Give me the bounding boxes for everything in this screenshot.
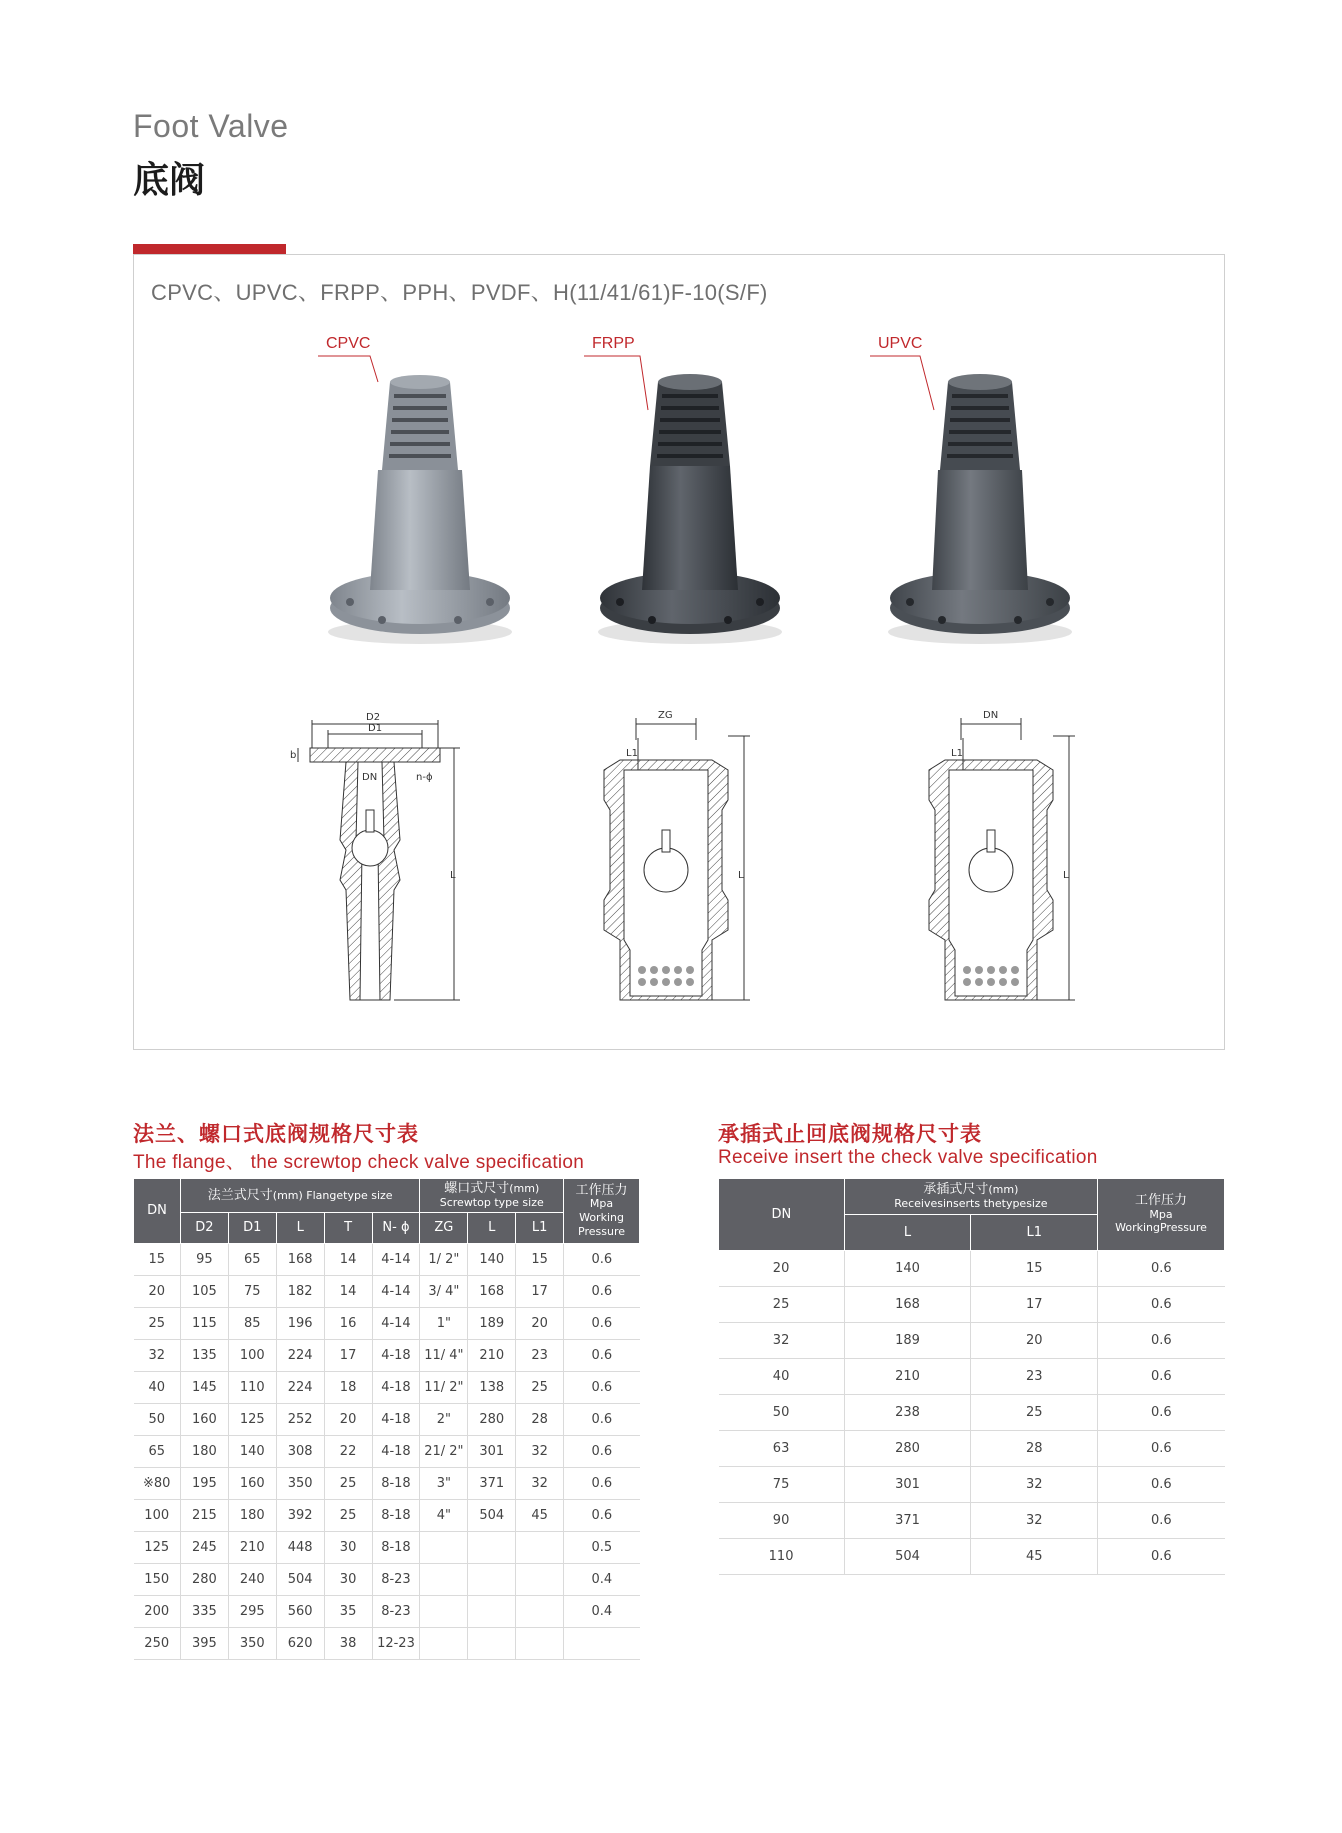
table-cell: 18 [324, 1372, 372, 1404]
table-cell: 0.6 [1098, 1251, 1225, 1287]
table-cell: 25 [971, 1395, 1098, 1431]
table-cell: 308 [276, 1436, 324, 1468]
product-label-cpvc: CPVC [326, 335, 371, 352]
table-cell: 12-23 [372, 1628, 420, 1660]
table-cell: 448 [276, 1532, 324, 1564]
table-row [719, 1323, 1225, 1359]
dim-n-phi: n-ϕ [416, 772, 433, 783]
table-cell: 0.6 [564, 1308, 640, 1340]
table-cell: 115 [180, 1308, 228, 1340]
table-cell: 350 [276, 1468, 324, 1500]
dim-l: L [450, 870, 456, 881]
table-cell: 0.6 [1098, 1395, 1225, 1431]
table-cell: 20 [134, 1276, 181, 1308]
table-cell: 560 [276, 1596, 324, 1628]
table-cell: 210 [468, 1340, 516, 1372]
table-cell: 180 [180, 1436, 228, 1468]
table-cell [420, 1596, 468, 1628]
table-cell: 280 [468, 1404, 516, 1436]
table-cell: 25 [324, 1500, 372, 1532]
table-cell: 245 [180, 1532, 228, 1564]
table-cell: 16 [324, 1308, 372, 1340]
dim-d2: D2 [366, 712, 381, 723]
table-cell: 11/ 4" [420, 1340, 468, 1372]
table-row [719, 1503, 1225, 1539]
table-cell: 30 [324, 1564, 372, 1596]
table-cell: 168 [844, 1287, 971, 1323]
table-cell: 8-18 [372, 1468, 420, 1500]
table-cell: 125 [228, 1404, 276, 1436]
dim-l: L [738, 870, 744, 881]
product-image-upvc [880, 370, 1080, 650]
table-cell: 50 [134, 1404, 181, 1436]
table-cell: 0.4 [564, 1596, 640, 1628]
table-flange-screw [133, 1178, 640, 1660]
table-cell: 301 [468, 1436, 516, 1468]
table-cell: 8-18 [372, 1500, 420, 1532]
table-cell: 32 [516, 1468, 564, 1500]
header-n-phi: N- ϕ [372, 1213, 420, 1244]
table-cell: 4-18 [372, 1372, 420, 1404]
product-label-frpp: FRPP [592, 335, 635, 352]
table-cell: 1/ 2" [420, 1244, 468, 1276]
table-cell: 238 [844, 1395, 971, 1431]
header-screw: 螺口式尺寸(mm) Screwtop type size [420, 1179, 564, 1213]
table-cell: 350 [228, 1628, 276, 1660]
table-cell: 0.6 [564, 1404, 640, 1436]
table-cell: 4" [420, 1500, 468, 1532]
table-cell: ※80 [134, 1468, 181, 1500]
table-cell: 32 [971, 1467, 1098, 1503]
table-cell: 8-23 [372, 1596, 420, 1628]
table-cell: 4-18 [372, 1436, 420, 1468]
table-cell: 0.6 [1098, 1359, 1225, 1395]
dim-l1: L1 [951, 748, 963, 759]
table-cell: 140 [844, 1251, 971, 1287]
header-flange: 法兰式尺寸(mm) Flangetype size [180, 1179, 419, 1213]
table-cell [516, 1628, 564, 1660]
table-cell: 224 [276, 1340, 324, 1372]
table-cell: 28 [971, 1431, 1098, 1467]
table-cell: 32 [719, 1323, 845, 1359]
table-cell: 371 [468, 1468, 516, 1500]
table-cell: 0.6 [1098, 1431, 1225, 1467]
table-cell: 3/ 4" [420, 1276, 468, 1308]
table-cell: 200 [134, 1596, 181, 1628]
header-pressure: 工作压力 Mpa WorkingPressure [1098, 1179, 1225, 1251]
table-cell: 180 [228, 1500, 276, 1532]
header-l1: L1 [971, 1215, 1098, 1251]
table-cell: 8-23 [372, 1564, 420, 1596]
drawing-socket [915, 700, 1095, 1020]
table-cell: 196 [276, 1308, 324, 1340]
table-cell: 23 [516, 1340, 564, 1372]
table-cell: 0.6 [564, 1244, 640, 1276]
table-row [719, 1287, 1225, 1323]
table-cell [468, 1564, 516, 1596]
table-cell: 22 [324, 1436, 372, 1468]
dim-l: L [1063, 870, 1069, 881]
table-cell [516, 1564, 564, 1596]
dim-l1: L1 [626, 748, 638, 759]
table-cell: 295 [228, 1596, 276, 1628]
table-cell: 21/ 2" [420, 1436, 468, 1468]
dim-dn: DN [362, 772, 378, 783]
table-cell: 250 [134, 1628, 181, 1660]
page-title-en: Foot Valve [133, 108, 289, 144]
table-cell: 4-14 [372, 1276, 420, 1308]
page-title-cn: 底阀 [133, 160, 206, 201]
table-cell: 35 [324, 1596, 372, 1628]
dim-dn: DN [983, 710, 999, 721]
dim-d1: D1 [368, 723, 383, 734]
table-cell: 20 [719, 1251, 845, 1287]
table-cell: 224 [276, 1372, 324, 1404]
table-cell: 189 [468, 1308, 516, 1340]
table-cell: 105 [180, 1276, 228, 1308]
table-row [719, 1359, 1225, 1395]
table-cell: 335 [180, 1596, 228, 1628]
table-row [134, 1244, 640, 1276]
product-image-cpvc [320, 370, 520, 650]
product-label-upvc: UPVC [878, 335, 923, 352]
table-cell: 110 [228, 1372, 276, 1404]
table-cell [420, 1628, 468, 1660]
table-row [719, 1431, 1225, 1467]
table-cell: 11/ 2" [420, 1372, 468, 1404]
table-cell: 0.6 [564, 1276, 640, 1308]
header-zg: ZG [420, 1213, 468, 1244]
table-cell: 100 [228, 1340, 276, 1372]
table-cell: 32 [134, 1340, 181, 1372]
table-cell: 25 [516, 1372, 564, 1404]
header-dn: DN [134, 1179, 181, 1244]
table-cell: 110 [719, 1539, 845, 1575]
table-cell: 14 [324, 1244, 372, 1276]
table-row [134, 1564, 640, 1596]
table-cell: 65 [134, 1436, 181, 1468]
table-cell: 140 [468, 1244, 516, 1276]
product-image-frpp [590, 370, 790, 650]
table-cell: 160 [228, 1468, 276, 1500]
table-cell: 63 [719, 1431, 845, 1467]
table-cell: 0.5 [564, 1532, 640, 1564]
table1-title-en: The flange、 the screwtop check valve specification [133, 1152, 585, 1173]
table-cell: 301 [844, 1467, 971, 1503]
table-cell: 210 [228, 1532, 276, 1564]
table-cell: 620 [276, 1628, 324, 1660]
table2-title-cn: 承插式止回底阀规格尺寸表 [718, 1122, 982, 1146]
table-cell: 17 [971, 1287, 1098, 1323]
table-socket [718, 1178, 1225, 1575]
header-l1: L1 [516, 1213, 564, 1244]
table-cell: 40 [719, 1359, 845, 1395]
table-row [134, 1628, 640, 1660]
table-row [134, 1532, 640, 1564]
table-cell: 371 [844, 1503, 971, 1539]
table-row [134, 1276, 640, 1308]
table-cell: 4-18 [372, 1404, 420, 1436]
table1-body [134, 1244, 640, 1660]
table-cell: 45 [516, 1500, 564, 1532]
table-cell: 252 [276, 1404, 324, 1436]
table-cell: 100 [134, 1500, 181, 1532]
table-cell: 125 [134, 1532, 181, 1564]
table-cell: 240 [228, 1564, 276, 1596]
table2-body [719, 1251, 1225, 1575]
table-cell: 138 [468, 1372, 516, 1404]
table-cell: 3" [420, 1468, 468, 1500]
table-cell [516, 1532, 564, 1564]
table-cell [420, 1564, 468, 1596]
table-cell: 14 [324, 1276, 372, 1308]
table-cell: 0.6 [1098, 1539, 1225, 1575]
table-cell [468, 1596, 516, 1628]
header-socket: 承插式尺寸(mm) Receivesinserts thetypesize [844, 1179, 1097, 1215]
table-cell: 28 [516, 1404, 564, 1436]
table-cell: 168 [276, 1244, 324, 1276]
header-d1: D1 [228, 1213, 276, 1244]
table-row [134, 1500, 640, 1532]
header-t: T [324, 1213, 372, 1244]
table-row [134, 1404, 640, 1436]
table-cell: 8-18 [372, 1532, 420, 1564]
table-cell: 504 [276, 1564, 324, 1596]
table-cell: 160 [180, 1404, 228, 1436]
table-cell: 85 [228, 1308, 276, 1340]
table-cell: 30 [324, 1532, 372, 1564]
table-cell [468, 1628, 516, 1660]
table-cell: 50 [719, 1395, 845, 1431]
table-cell: 32 [516, 1436, 564, 1468]
drawing-screw [590, 700, 770, 1020]
table-cell [516, 1596, 564, 1628]
table-cell: 25 [719, 1287, 845, 1323]
table-cell: 1" [420, 1308, 468, 1340]
table-row [134, 1372, 640, 1404]
table-row [719, 1251, 1225, 1287]
table-cell: 182 [276, 1276, 324, 1308]
table-cell: 145 [180, 1372, 228, 1404]
table-cell: 4-14 [372, 1308, 420, 1340]
table-cell [564, 1628, 640, 1660]
table-cell: 32 [971, 1503, 1098, 1539]
table-cell: 0.6 [1098, 1287, 1225, 1323]
table-cell: 0.4 [564, 1564, 640, 1596]
header-pressure: 工作压力 Mpa Working Pressure [564, 1179, 640, 1244]
table-cell: 135 [180, 1340, 228, 1372]
table-cell: 0.6 [1098, 1503, 1225, 1539]
table-row [719, 1395, 1225, 1431]
table-cell: 0.6 [1098, 1467, 1225, 1503]
table-cell: 0.6 [564, 1372, 640, 1404]
table-row [134, 1436, 640, 1468]
table-cell: 4-14 [372, 1244, 420, 1276]
header-l: L [844, 1215, 971, 1251]
table-cell: 395 [180, 1628, 228, 1660]
table-cell: 0.6 [564, 1468, 640, 1500]
table2-title-en: Receive insert the check valve specification [718, 1147, 1098, 1168]
table-cell: 75 [228, 1276, 276, 1308]
table-cell: 280 [844, 1431, 971, 1467]
table-cell: 392 [276, 1500, 324, 1532]
table-cell: 17 [324, 1340, 372, 1372]
header-dn: DN [719, 1179, 845, 1251]
table-cell: 168 [468, 1276, 516, 1308]
table-cell: 25 [134, 1308, 181, 1340]
table-cell: 15 [516, 1244, 564, 1276]
table-cell: 0.6 [1098, 1323, 1225, 1359]
table-cell: 40 [134, 1372, 181, 1404]
table-cell: 4-18 [372, 1340, 420, 1372]
table-cell: 20 [324, 1404, 372, 1436]
table-cell: 65 [228, 1244, 276, 1276]
table-cell: 75 [719, 1467, 845, 1503]
table-cell: 2" [420, 1404, 468, 1436]
table-cell: 150 [134, 1564, 181, 1596]
dim-zg: ZG [658, 710, 673, 721]
table-cell: 215 [180, 1500, 228, 1532]
table-cell: 15 [971, 1251, 1098, 1287]
table-cell: 0.6 [564, 1500, 640, 1532]
table-cell: 95 [180, 1244, 228, 1276]
table-row [134, 1308, 640, 1340]
table-cell: 20 [971, 1323, 1098, 1359]
materials-line: CPVC、UPVC、FRPP、PPH、PVDF、H(11/41/61)F-10(S/F) [151, 280, 768, 305]
table-row [134, 1468, 640, 1500]
table-cell: 280 [180, 1564, 228, 1596]
table-cell: 210 [844, 1359, 971, 1395]
table-cell [420, 1532, 468, 1564]
table-cell: 504 [468, 1500, 516, 1532]
table-cell: 15 [134, 1244, 181, 1276]
drawing-flange [290, 700, 480, 1020]
table-cell: 45 [971, 1539, 1098, 1575]
table-cell: 195 [180, 1468, 228, 1500]
table1-title-cn: 法兰、螺口式底阀规格尺寸表 [133, 1122, 419, 1146]
table-cell: 17 [516, 1276, 564, 1308]
table-row [134, 1340, 640, 1372]
table-cell: 25 [324, 1468, 372, 1500]
table-cell: 189 [844, 1323, 971, 1359]
table-row [719, 1539, 1225, 1575]
table-cell: 20 [516, 1308, 564, 1340]
table-row [134, 1596, 640, 1628]
header-d2: D2 [180, 1213, 228, 1244]
table-cell: 90 [719, 1503, 845, 1539]
table-cell: 0.6 [564, 1340, 640, 1372]
dim-b: b [290, 750, 297, 761]
header-l: L [276, 1213, 324, 1244]
table-cell: 38 [324, 1628, 372, 1660]
table-row [719, 1467, 1225, 1503]
header-l-screw: L [468, 1213, 516, 1244]
table-cell: 504 [844, 1539, 971, 1575]
table-cell: 0.6 [564, 1436, 640, 1468]
table-cell: 140 [228, 1436, 276, 1468]
table-cell: 23 [971, 1359, 1098, 1395]
table-cell [468, 1532, 516, 1564]
